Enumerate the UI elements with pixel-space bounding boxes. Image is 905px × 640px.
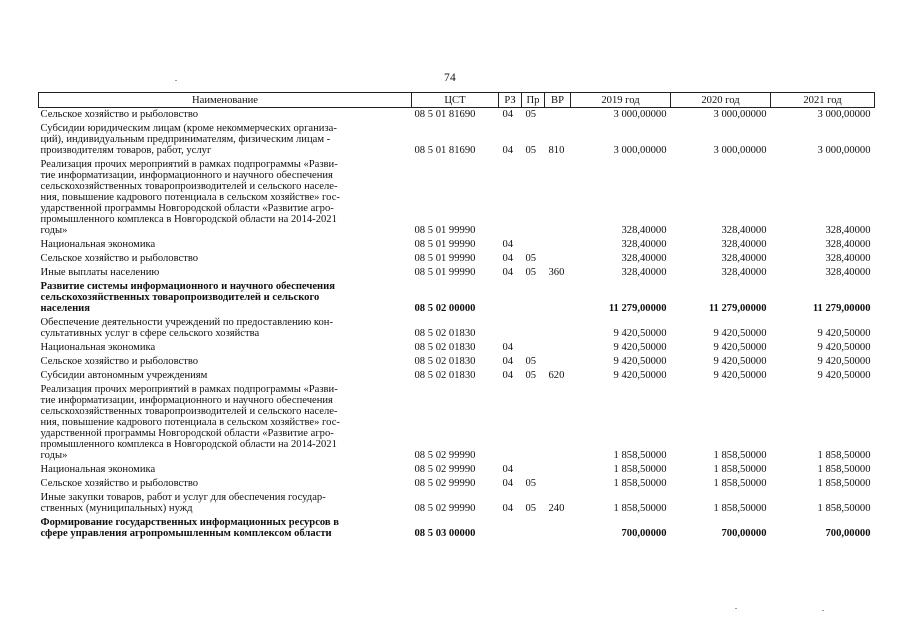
row-vr xyxy=(545,355,571,369)
row-vr xyxy=(545,280,571,316)
row-cst: 08 5 01 99990 xyxy=(414,267,476,278)
row-name: Сельское хозяйство и рыболовство xyxy=(40,478,199,489)
page-number: 74 xyxy=(444,72,456,84)
row-cst: 08 5 01 99990 xyxy=(414,253,476,264)
row-2021: 328,40000 xyxy=(825,239,871,250)
row-vr: 810 xyxy=(548,145,565,156)
row-pr: 05 xyxy=(525,253,537,264)
scan-speck xyxy=(735,608,737,609)
header-2021: 2021 год xyxy=(771,93,875,108)
row-vr: 620 xyxy=(548,370,565,381)
row-name: Национальная экономика xyxy=(40,239,156,250)
row-2021: 328,40000 xyxy=(825,253,871,264)
row-2019: 328,40000 xyxy=(621,267,667,278)
row-2020: 1 858,50000 xyxy=(713,464,767,475)
row-name: Сельское хозяйство и рыболовство xyxy=(40,356,199,367)
row-rz: 04 xyxy=(502,109,514,120)
row-2021: 9 420,50000 xyxy=(817,342,871,353)
row-rz: 04 xyxy=(502,239,514,250)
row-pr: 05 xyxy=(525,145,537,156)
budget-table xyxy=(38,92,875,541)
row-2021: 700,00000 xyxy=(825,528,871,539)
row-pr: 05 xyxy=(525,356,537,367)
row-vr xyxy=(545,316,571,341)
row-2020: 328,40000 xyxy=(721,267,767,278)
row-vr: 360 xyxy=(548,267,565,278)
row-2020: 3 000,00000 xyxy=(713,109,767,120)
row-name: Сельское хозяйство и рыболовство xyxy=(40,109,199,120)
header-rz: РЗ xyxy=(499,93,522,108)
row-2019: 3 000,00000 xyxy=(613,109,667,120)
row-pr xyxy=(522,341,545,355)
table-row xyxy=(39,369,875,383)
row-2020: 11 279,00000 xyxy=(708,303,767,314)
row-cst: 08 5 01 81690 xyxy=(414,145,476,156)
table-row xyxy=(39,280,875,316)
row-2021: 9 420,50000 xyxy=(817,370,871,381)
row-vr xyxy=(545,383,571,463)
table-header-row xyxy=(39,93,875,108)
table-row xyxy=(39,252,875,266)
row-vr: 240 xyxy=(548,503,565,514)
row-2021: 9 420,50000 xyxy=(817,356,871,367)
table-row xyxy=(39,477,875,491)
row-rz: 04 xyxy=(502,253,514,264)
row-2019: 1 858,50000 xyxy=(613,464,667,475)
row-cst: 08 5 02 01830 xyxy=(414,356,476,367)
row-name: Реализация прочих мероприятий в рамках подпрограммы «Разви- тие информатизации, информационного и научного обеспечения сельскохозяйственных товаропроизводителей и сельского населе- ния, повышение кадрового потенциала в сельском хозяйстве» гос- ударственной программы Новгородской области «Развитие агро- промышленного комплекса в Новгородской области на 2014-2021 годы» xyxy=(40,159,340,236)
table-body xyxy=(39,108,875,542)
table-row xyxy=(39,108,875,123)
row-vr xyxy=(545,477,571,491)
row-2019: 700,00000 xyxy=(621,528,667,539)
row-rz xyxy=(499,158,522,238)
row-pr xyxy=(522,516,545,541)
row-2020: 1 858,50000 xyxy=(713,503,767,514)
row-cst: 08 5 01 81690 xyxy=(414,109,476,120)
row-2021: 9 420,50000 xyxy=(817,328,871,339)
header-name: Наименование xyxy=(39,93,412,108)
header-vr: ВР xyxy=(545,93,571,108)
row-rz: 04 xyxy=(502,478,514,489)
row-pr: 05 xyxy=(525,370,537,381)
row-name: Национальная экономика xyxy=(40,464,156,475)
row-2020: 1 858,50000 xyxy=(713,450,767,461)
row-cst: 08 5 02 99990 xyxy=(414,464,476,475)
row-2020: 9 420,50000 xyxy=(713,370,767,381)
table-row xyxy=(39,122,875,158)
row-cst: 08 5 02 01830 xyxy=(414,370,476,381)
row-2019: 9 420,50000 xyxy=(613,370,667,381)
row-2021: 1 858,50000 xyxy=(817,464,871,475)
row-2020: 1 858,50000 xyxy=(713,478,767,489)
row-name: Развитие системы информационного и научного обеспечения сельскохозяйственных товаропроизводителей и сельского населения xyxy=(40,281,335,314)
row-2019: 328,40000 xyxy=(621,225,667,236)
row-name: Субсидии автономным учреждениям xyxy=(40,370,208,381)
row-2019: 3 000,00000 xyxy=(613,145,667,156)
scan-speck xyxy=(822,610,824,611)
row-rz xyxy=(499,316,522,341)
row-cst: 08 5 02 01830 xyxy=(414,342,476,353)
row-pr: 05 xyxy=(525,503,537,514)
row-cst: 08 5 01 99990 xyxy=(414,239,476,250)
header-pr: Пр xyxy=(522,93,545,108)
row-vr xyxy=(545,108,571,123)
table-row xyxy=(39,383,875,463)
row-2019: 328,40000 xyxy=(621,253,667,264)
table-row xyxy=(39,341,875,355)
row-rz: 04 xyxy=(502,145,514,156)
row-rz: 04 xyxy=(502,464,514,475)
row-name: Национальная экономика xyxy=(40,342,156,353)
table-row xyxy=(39,516,875,541)
table-row xyxy=(39,238,875,252)
row-2021: 11 279,00000 xyxy=(812,303,871,314)
row-cst: 08 5 03 00000 xyxy=(414,528,476,539)
header-2019: 2019 год xyxy=(571,93,671,108)
row-2019: 1 858,50000 xyxy=(613,478,667,489)
row-cst: 08 5 01 99990 xyxy=(414,225,476,236)
row-2019: 9 420,50000 xyxy=(613,356,667,367)
table-row xyxy=(39,316,875,341)
row-2019: 1 858,50000 xyxy=(613,503,667,514)
row-pr xyxy=(522,158,545,238)
row-cst: 08 5 02 01830 xyxy=(414,328,476,339)
row-name: Иные закупки товаров, работ и услуг для обеспечения государ- ственных (муниципальных) нужд xyxy=(40,492,326,514)
row-rz: 04 xyxy=(502,267,514,278)
row-vr xyxy=(545,341,571,355)
header-cst: ЦСТ xyxy=(412,93,499,108)
row-2020: 9 420,50000 xyxy=(713,328,767,339)
scan-speck xyxy=(175,80,177,81)
row-2020: 328,40000 xyxy=(721,225,767,236)
row-pr xyxy=(522,383,545,463)
row-name: Субсидии юридическим лицам (кроме некоммерческих организа- ций), индивидуальным предпринимателям, физическим лицам - производителям товаров, работ, услуг xyxy=(40,123,337,156)
row-rz: 04 xyxy=(502,356,514,367)
row-rz: 04 xyxy=(502,370,514,381)
row-vr xyxy=(545,463,571,477)
row-2019: 328,40000 xyxy=(621,239,667,250)
table-row xyxy=(39,266,875,280)
row-2020: 328,40000 xyxy=(721,239,767,250)
row-2020: 9 420,50000 xyxy=(713,342,767,353)
row-2019: 9 420,50000 xyxy=(613,328,667,339)
row-2021: 3 000,00000 xyxy=(817,109,871,120)
row-pr xyxy=(522,316,545,341)
table-row xyxy=(39,355,875,369)
row-rz xyxy=(499,280,522,316)
row-2020: 3 000,00000 xyxy=(713,145,767,156)
row-vr xyxy=(545,252,571,266)
row-cst: 08 5 02 99990 xyxy=(414,450,476,461)
row-vr xyxy=(545,516,571,541)
row-2019: 11 279,00000 xyxy=(608,303,667,314)
table-row xyxy=(39,463,875,477)
row-name: Иные выплаты населению xyxy=(40,267,160,278)
row-cst: 08 5 02 99990 xyxy=(414,503,476,514)
row-name: Реализация прочих мероприятий в рамках подпрограммы «Разви- тие информатизации, информационного и научного обеспечения сельскохозяйственных товаропроизводителей и сельского населе- ния, повышение кадрового потенциала в сельском хозяйстве» гос- ударственной программы Новгородской области «Развитие агро- промышленного комплекса в Новгородской области на 2014-2021 годы» xyxy=(40,384,340,461)
row-pr xyxy=(522,280,545,316)
row-vr xyxy=(545,238,571,252)
row-vr xyxy=(545,158,571,238)
row-rz: 04 xyxy=(502,342,514,353)
row-name: Сельское хозяйство и рыболовство xyxy=(40,253,199,264)
header-2020: 2020 год xyxy=(671,93,771,108)
row-name: Формирование государственных информационных ресурсов в сфере управления агропромышленным комплексом области xyxy=(40,517,340,539)
row-pr xyxy=(522,463,545,477)
row-name: Обеспечение деятельности учреждений по предоставлению кон- сультативных услуг в сфере сельского хозяйства xyxy=(40,317,333,339)
row-pr: 05 xyxy=(525,267,537,278)
row-2019: 1 858,50000 xyxy=(613,450,667,461)
row-rz xyxy=(499,516,522,541)
row-rz: 04 xyxy=(502,503,514,514)
row-2020: 9 420,50000 xyxy=(713,356,767,367)
row-rz xyxy=(499,383,522,463)
table-row xyxy=(39,158,875,238)
row-pr xyxy=(522,238,545,252)
row-pr: 05 xyxy=(525,478,537,489)
row-2021: 328,40000 xyxy=(825,225,871,236)
row-2021: 3 000,00000 xyxy=(817,145,871,156)
row-2021: 1 858,50000 xyxy=(817,478,871,489)
row-cst: 08 5 02 99990 xyxy=(414,478,476,489)
row-2021: 1 858,50000 xyxy=(817,450,871,461)
row-cst: 08 5 02 00000 xyxy=(414,303,476,314)
row-2021: 328,40000 xyxy=(825,267,871,278)
row-2020: 700,00000 xyxy=(721,528,767,539)
row-2021: 1 858,50000 xyxy=(817,503,871,514)
table-row xyxy=(39,491,875,516)
row-2019: 9 420,50000 xyxy=(613,342,667,353)
row-2020: 328,40000 xyxy=(721,253,767,264)
row-pr: 05 xyxy=(525,109,537,120)
